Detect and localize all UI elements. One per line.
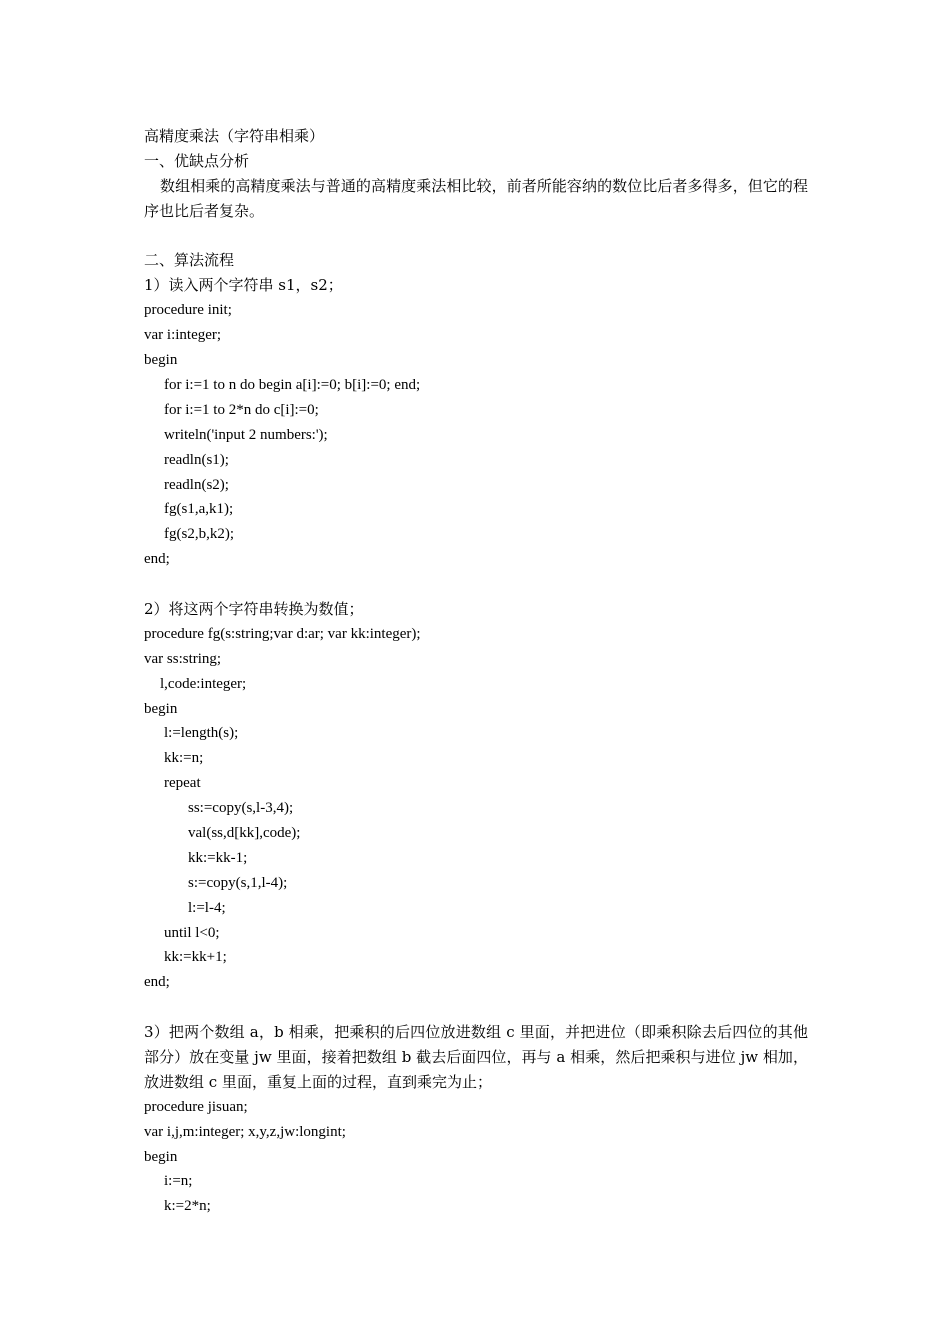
code-line: begin <box>144 700 178 717</box>
spacer <box>144 995 808 1020</box>
document-title: 高精度乘法（字符串相乘） <box>144 127 325 145</box>
code-line: var ss:string; <box>144 650 222 667</box>
document-body <box>144 124 808 1219</box>
code-line: kk:=kk+1; <box>164 949 227 966</box>
code-line: for i:=1 to n do begin a[i]:=0; b[i]:=0; end; <box>164 376 421 393</box>
code-line: begin <box>144 352 178 369</box>
code-line: procedure jisuan; <box>144 1098 248 1115</box>
code-line: repeat <box>164 775 201 792</box>
code-line: fg(s1,a,k1); <box>164 501 234 518</box>
code-line: begin <box>144 1148 178 1165</box>
code-line: kk:=kk-1; <box>188 849 248 866</box>
spacer <box>144 224 808 249</box>
code-line: kk:=n; <box>164 750 204 767</box>
code-line: var i,j,m:integer; x,y,z,jw:longint; <box>144 1123 346 1140</box>
step1-code-block <box>144 298 808 572</box>
section1-paragraph: 数组相乘的高精度乘法与普通的高精度乘法相比较，前者所能容纳的数位比后者多得多，但它的程序也比后者复杂。 <box>144 176 808 220</box>
code-line: end; <box>144 551 170 568</box>
code-line: l:=l-4; <box>188 899 226 916</box>
step3-caption: 3）把两个数组 a，b 相乘，把乘积的后四位放进数组 c 里面，并把进位（即乘积除去后四位的其他部分）放在变量 jw 里面，接着把数组 b 截去后面四位，再与 a 相乘，然后把乘积与进位 jw 相加，放进数组 c 里面，重复上面的过程，直到乘完为止； <box>144 1023 808 1091</box>
step3-code-block <box>144 1095 808 1219</box>
code-line: readln(s1); <box>164 451 229 468</box>
code-line: ss:=copy(s,l-3,4); <box>188 800 294 817</box>
code-line: procedure fg(s:string;var d:ar; var kk:integer); <box>144 625 421 642</box>
section2-heading: 二、算法流程 <box>144 251 235 270</box>
step2-code-block <box>144 622 808 995</box>
code-line: l:=length(s); <box>164 725 239 742</box>
code-line: fg(s2,b,k2); <box>164 526 234 543</box>
code-line: procedure init; <box>144 302 232 319</box>
code-line: k:=2*n; <box>164 1198 211 1215</box>
code-line: i:=n; <box>164 1173 193 1190</box>
section1-heading: 一、优缺点分析 <box>144 151 250 170</box>
code-line: end; <box>144 974 170 991</box>
code-line: val(ss,d[kk],code); <box>188 824 301 841</box>
code-line: writeln('input 2 numbers:'); <box>164 426 328 443</box>
code-line: readln(s2); <box>164 476 229 493</box>
code-line: until l<0; <box>164 924 220 941</box>
spacer <box>144 572 808 597</box>
code-line: l,code:integer; <box>160 675 247 692</box>
code-line: s:=copy(s,1,l-4); <box>188 874 288 891</box>
step1-caption: 1）读入两个字符串 s1，s2； <box>144 276 343 295</box>
code-line: for i:=1 to 2*n do c[i]:=0; <box>164 401 319 418</box>
step2-caption: 2）将这两个字符串转换为数值； <box>144 599 364 618</box>
code-line: var i:integer; <box>144 327 222 344</box>
